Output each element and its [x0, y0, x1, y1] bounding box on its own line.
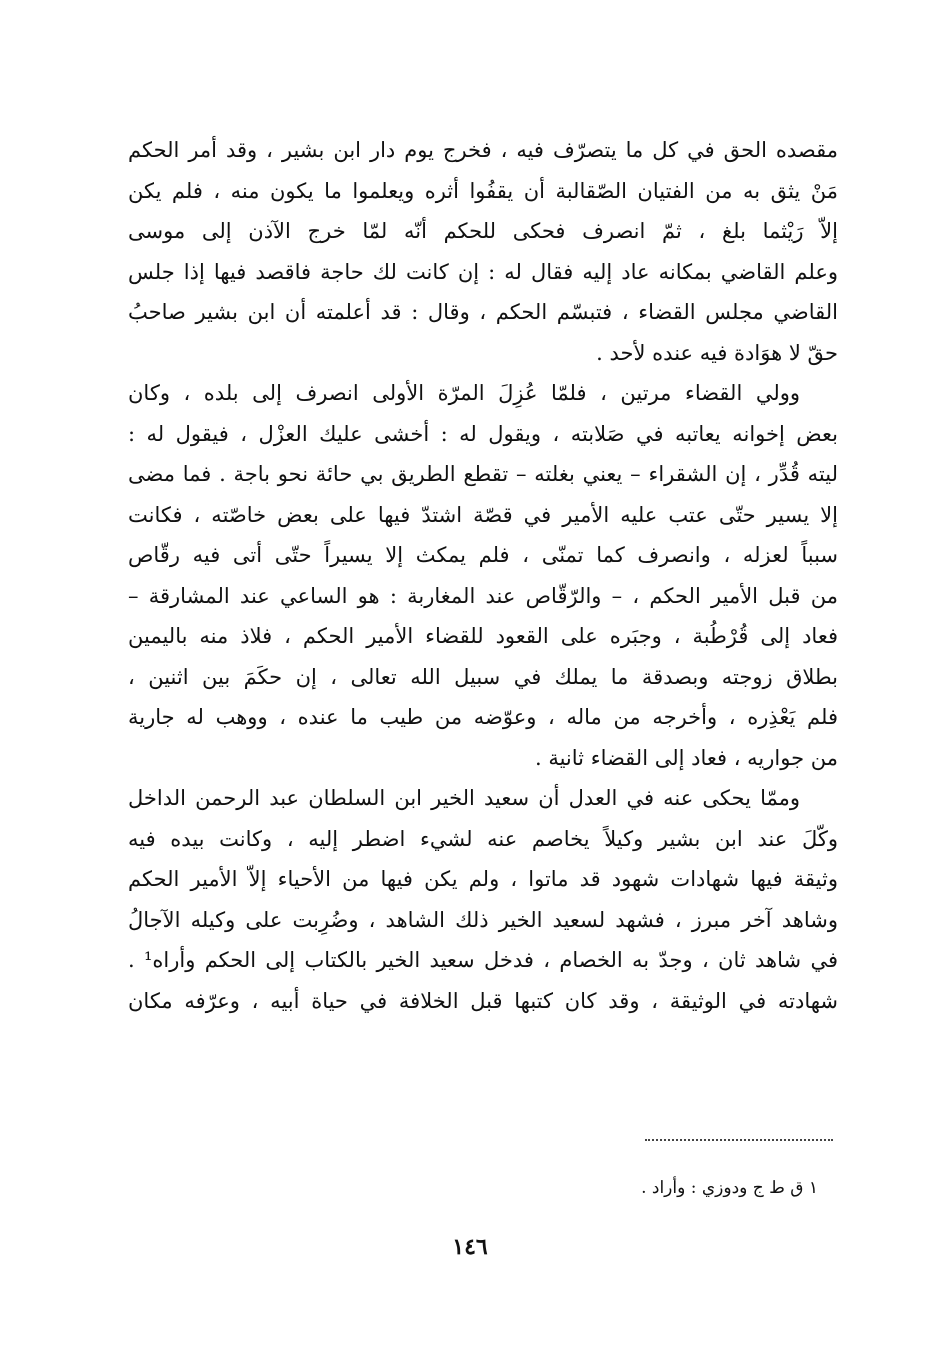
- text-line: القاضي مجلس القضاء ، فتبسّم الحكم ، وقال : قد أعلمته أن ابن بشير صاحبُ: [128, 300, 838, 324]
- text-line: حقّ لا هوَادة فيه عنده لأحد .: [596, 340, 838, 365]
- text-line: شهادته في الوثيقة ، وقد كان كتبها قبل الخلافة في حياة أبيه ، وعرّفه مكان: [128, 988, 838, 1013]
- text-line: وعلم القاضي بمكانه عاد إليه فقال له : إن كانت لك حاجة فاقصد فيها إذا جلس: [128, 259, 838, 284]
- text-line: إلا يسير حتّى عتب عليه الأمير في قصّة اشتدّ فيها على بعض خاصّته ، فكانت: [128, 502, 838, 527]
- text-line: مَنْ يثق به من الفتيان الصّقالبة أن يقفُوا أثره ويعلموا ما يكون منه ، فلم يكن: [128, 178, 838, 203]
- text-line: وممّا يحكى عنه في العدل أن سعيد الخير ابن السلطان عبد الرحمن الداخل: [128, 786, 800, 810]
- text-line: وولي القضاء مرتين ، فلمّا عُزِلَ المرّة الأولى انصرف إلى بلده ، وكان: [128, 381, 800, 405]
- text-line: ليته قُدِّر ، إن الشقراء – يعني بغلته – تقطع الطريق بي حائة نحو باجة . فما مضى: [128, 462, 838, 486]
- text-line: بطلاق زوجته وبصدقة ما يملك في سبيل الله تعالى ، إن حكَمَ بين اثنين ،: [128, 664, 838, 689]
- main-text: [128, 130, 838, 1021]
- text-line: مقصده الحق في كل ما يتصرّف فيه ، فخرج يوم دار ابن بشير ، وقد أمر الحكم: [128, 138, 838, 162]
- text-line: بعض إخوانه يعاتبه في صَلابته ، ويقول له : أخشى عليك العزْل ، فيقول له :: [128, 421, 838, 446]
- text-line: وكّلَ عند ابن بشير وكيلاً يخاصم عنه لشيء اضطر إليه ، وكانت بيده فيه: [128, 826, 838, 851]
- footnote-divider: [645, 1139, 833, 1141]
- text-line: إلاّ رَيْثما بلغ ، ثمّ انصرف فحكى للحكم أنّه لمّا خرج الآذن إلى موسى: [128, 219, 838, 243]
- page-number: ١٤٦: [452, 1234, 488, 1260]
- text-line: وشاهد آخر مبرز ، فشهد لسعيد الخير ذلك الشاهد ، وضُرِبت على وكيله الآجالُ: [128, 907, 838, 932]
- text-line: وثيقة فيها شهادات شهود قد ماتوا ، ولم يكن فيها من الأحياء إلاّ الأمير الحكم: [128, 867, 838, 891]
- text-line: سبباً لعزله ، وانصرف كما تمنّى ، فلم يمكث إلا يسيراً حتّى أتى فيه رقّاص: [128, 543, 838, 567]
- text-line: فلم يَعْذِره ، وأخرجه من ماله ، وعوّضه من طيب ما عنده ، ووهب له جارية: [128, 705, 838, 729]
- text-line: فعاد إلى قُرْطُبة ، وجبَره على القعود للقضاء الأمير الحكم ، فلاذ منه باليمين: [128, 624, 838, 648]
- text-line: من قبل الأمير الحكم ، – والرّقّاص عند المغاربة : هو الساعي عند المشارقة –: [128, 583, 838, 608]
- footnote: ١ ق ط ج ودوزي : وأراد .: [641, 1178, 818, 1198]
- text-line: من جواريه ، فعاد إلى القضاء ثانية .: [534, 745, 838, 770]
- text-line: في شاهد ثان ، وجدّ به الخصام ، فدخل سعيد الخير بالكتاب إلى الحكم وأراه¹ .: [128, 948, 838, 972]
